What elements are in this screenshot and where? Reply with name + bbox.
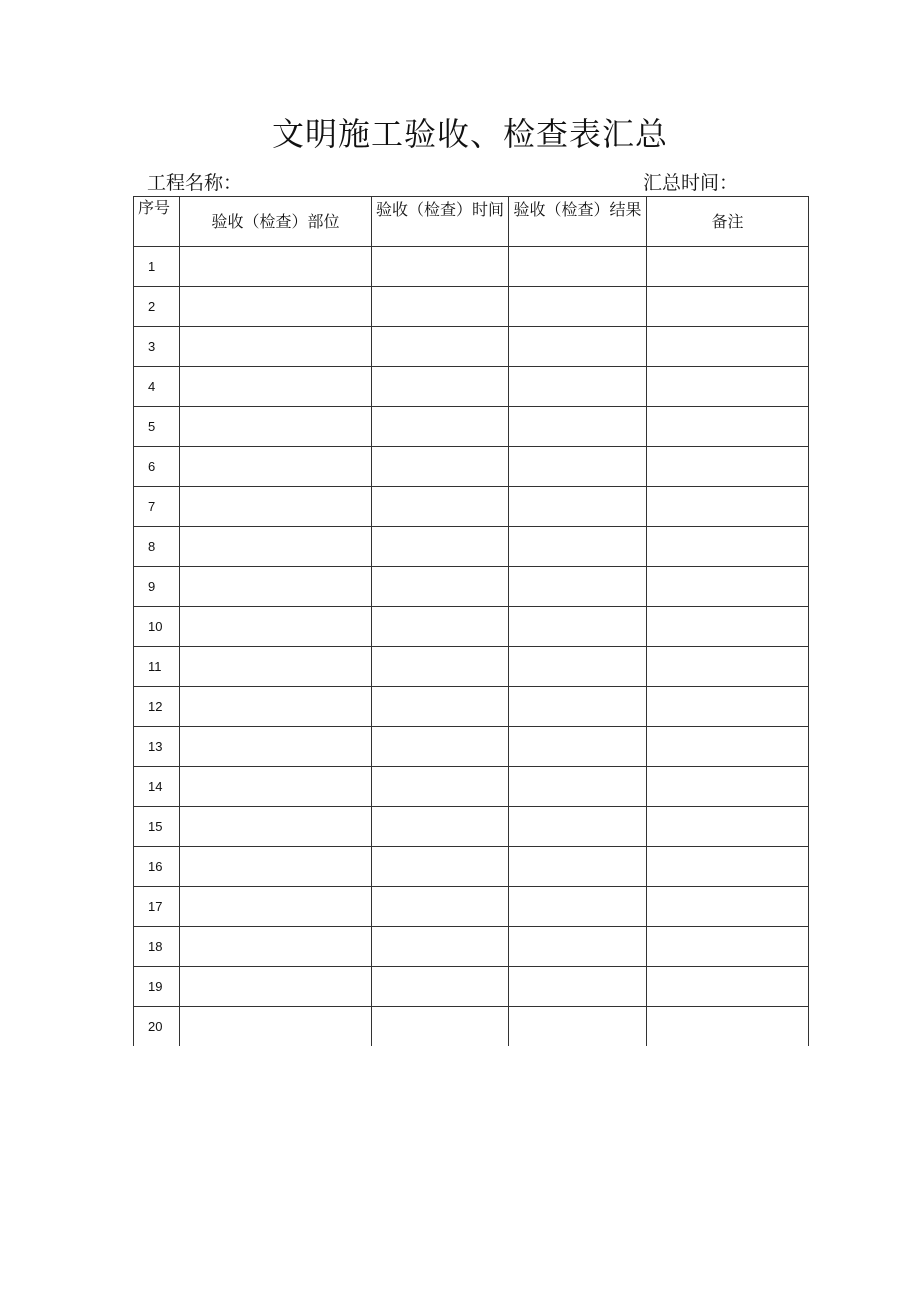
- location-cell[interactable]: [180, 567, 372, 607]
- remarks-cell[interactable]: [647, 1007, 809, 1047]
- time-cell[interactable]: [372, 447, 509, 487]
- result-cell[interactable]: [509, 927, 647, 967]
- remarks-cell[interactable]: [647, 887, 809, 927]
- time-cell[interactable]: [372, 607, 509, 647]
- time-cell[interactable]: [372, 647, 509, 687]
- result-cell[interactable]: [509, 367, 647, 407]
- remarks-cell[interactable]: [647, 287, 809, 327]
- table-row: [134, 647, 809, 687]
- location-cell[interactable]: [180, 407, 372, 447]
- result-cell[interactable]: [509, 687, 647, 727]
- row-number: 3: [134, 327, 180, 367]
- row-number: 9: [134, 567, 180, 607]
- page-title: 文明施工验收、检查表汇总: [271, 115, 668, 153]
- location-cell[interactable]: [180, 967, 372, 1007]
- time-cell[interactable]: [372, 887, 509, 927]
- remarks-cell[interactable]: [647, 567, 809, 607]
- table-row: [134, 1007, 809, 1047]
- result-cell[interactable]: [509, 327, 647, 367]
- remarks-cell[interactable]: [647, 727, 809, 767]
- time-cell[interactable]: [372, 1007, 509, 1047]
- row-number: 11: [134, 647, 180, 687]
- row-number: 19: [134, 967, 180, 1007]
- header-result: 验收（检查）结果: [509, 197, 647, 247]
- table-header-row: [134, 197, 809, 247]
- result-cell[interactable]: [509, 287, 647, 327]
- result-cell[interactable]: [509, 807, 647, 847]
- table-row: [134, 927, 809, 967]
- table-row: [134, 847, 809, 887]
- table-row: [134, 767, 809, 807]
- row-number: 13: [134, 727, 180, 767]
- remarks-cell[interactable]: [647, 967, 809, 1007]
- location-cell[interactable]: [180, 847, 372, 887]
- row-number: 10: [134, 607, 180, 647]
- row-number: 12: [134, 687, 180, 727]
- header-remarks: 备注: [647, 197, 809, 247]
- result-cell[interactable]: [509, 407, 647, 447]
- table-row: [134, 687, 809, 727]
- location-cell[interactable]: [180, 767, 372, 807]
- row-number: 7: [134, 487, 180, 527]
- table-row: [134, 447, 809, 487]
- remarks-cell[interactable]: [647, 367, 809, 407]
- remarks-cell[interactable]: [647, 647, 809, 687]
- header-seq: 序号: [134, 197, 180, 247]
- remarks-cell[interactable]: [647, 927, 809, 967]
- table-row: [134, 607, 809, 647]
- remarks-cell[interactable]: [647, 327, 809, 367]
- result-cell[interactable]: [509, 727, 647, 767]
- row-number: 5: [134, 407, 180, 447]
- location-cell[interactable]: [180, 887, 372, 927]
- time-cell[interactable]: [372, 487, 509, 527]
- time-cell[interactable]: [372, 927, 509, 967]
- table-row: [134, 727, 809, 767]
- location-cell[interactable]: [180, 447, 372, 487]
- time-cell[interactable]: [372, 807, 509, 847]
- location-cell[interactable]: [180, 327, 372, 367]
- location-cell[interactable]: [180, 367, 372, 407]
- remarks-cell[interactable]: [647, 767, 809, 807]
- result-cell[interactable]: [509, 567, 647, 607]
- location-cell[interactable]: [180, 727, 372, 767]
- location-cell[interactable]: [180, 927, 372, 967]
- location-cell[interactable]: [180, 247, 372, 287]
- time-cell[interactable]: [372, 727, 509, 767]
- time-cell[interactable]: [372, 847, 509, 887]
- location-cell[interactable]: [180, 487, 372, 527]
- result-cell[interactable]: [509, 447, 647, 487]
- remarks-cell[interactable]: [647, 807, 809, 847]
- summary-time-label: 汇总时间：: [643, 172, 739, 194]
- result-cell[interactable]: [509, 247, 647, 287]
- time-cell[interactable]: [372, 367, 509, 407]
- project-name-label: 工程名称：: [147, 172, 243, 194]
- location-cell[interactable]: [180, 527, 372, 567]
- table-row: [134, 807, 809, 847]
- row-number: 4: [134, 367, 180, 407]
- time-cell[interactable]: [372, 287, 509, 327]
- result-cell[interactable]: [509, 847, 647, 887]
- table-row: [134, 367, 809, 407]
- location-cell[interactable]: [180, 687, 372, 727]
- result-cell[interactable]: [509, 887, 647, 927]
- result-cell[interactable]: [509, 967, 647, 1007]
- time-cell[interactable]: [372, 527, 509, 567]
- result-cell[interactable]: [509, 647, 647, 687]
- table-row: [134, 887, 809, 927]
- time-cell[interactable]: [372, 767, 509, 807]
- inspection-summary-table: [133, 196, 809, 1046]
- header-time: 验收（检查）时间: [372, 197, 509, 247]
- row-number: 8: [134, 527, 180, 567]
- row-number: 2: [134, 287, 180, 327]
- result-cell[interactable]: [509, 767, 647, 807]
- location-cell[interactable]: [180, 287, 372, 327]
- time-cell[interactable]: [372, 247, 509, 287]
- time-cell[interactable]: [372, 567, 509, 607]
- remarks-cell[interactable]: [647, 487, 809, 527]
- row-number: 6: [134, 447, 180, 487]
- table-row: [134, 327, 809, 367]
- row-number: 14: [134, 767, 180, 807]
- table-row: [134, 967, 809, 1007]
- remarks-cell[interactable]: [647, 407, 809, 447]
- row-number: 17: [134, 887, 180, 927]
- remarks-cell[interactable]: [647, 247, 809, 287]
- time-cell[interactable]: [372, 327, 509, 367]
- location-cell[interactable]: [180, 607, 372, 647]
- table-row: [134, 287, 809, 327]
- table-row: [134, 527, 809, 567]
- row-number: 18: [134, 927, 180, 967]
- result-cell[interactable]: [509, 487, 647, 527]
- result-cell[interactable]: [509, 527, 647, 567]
- location-cell[interactable]: [180, 807, 372, 847]
- table-row: [134, 247, 809, 287]
- table-row: [134, 487, 809, 527]
- time-cell[interactable]: [372, 687, 509, 727]
- table-row: [134, 407, 809, 447]
- location-cell[interactable]: [180, 1007, 372, 1047]
- row-number: 1: [134, 247, 180, 287]
- remarks-cell[interactable]: [647, 847, 809, 887]
- row-number: 16: [134, 847, 180, 887]
- row-number: 15: [134, 807, 180, 847]
- result-cell[interactable]: [509, 1007, 647, 1047]
- location-cell[interactable]: [180, 647, 372, 687]
- time-cell[interactable]: [372, 967, 509, 1007]
- row-number: 20: [134, 1007, 180, 1047]
- remarks-cell[interactable]: [647, 527, 809, 567]
- remarks-cell[interactable]: [647, 447, 809, 487]
- time-cell[interactable]: [372, 407, 509, 447]
- header-location: 验收（检查）部位: [180, 197, 372, 247]
- result-cell[interactable]: [509, 607, 647, 647]
- remarks-cell[interactable]: [647, 687, 809, 727]
- table-row: [134, 567, 809, 607]
- remarks-cell[interactable]: [647, 607, 809, 647]
